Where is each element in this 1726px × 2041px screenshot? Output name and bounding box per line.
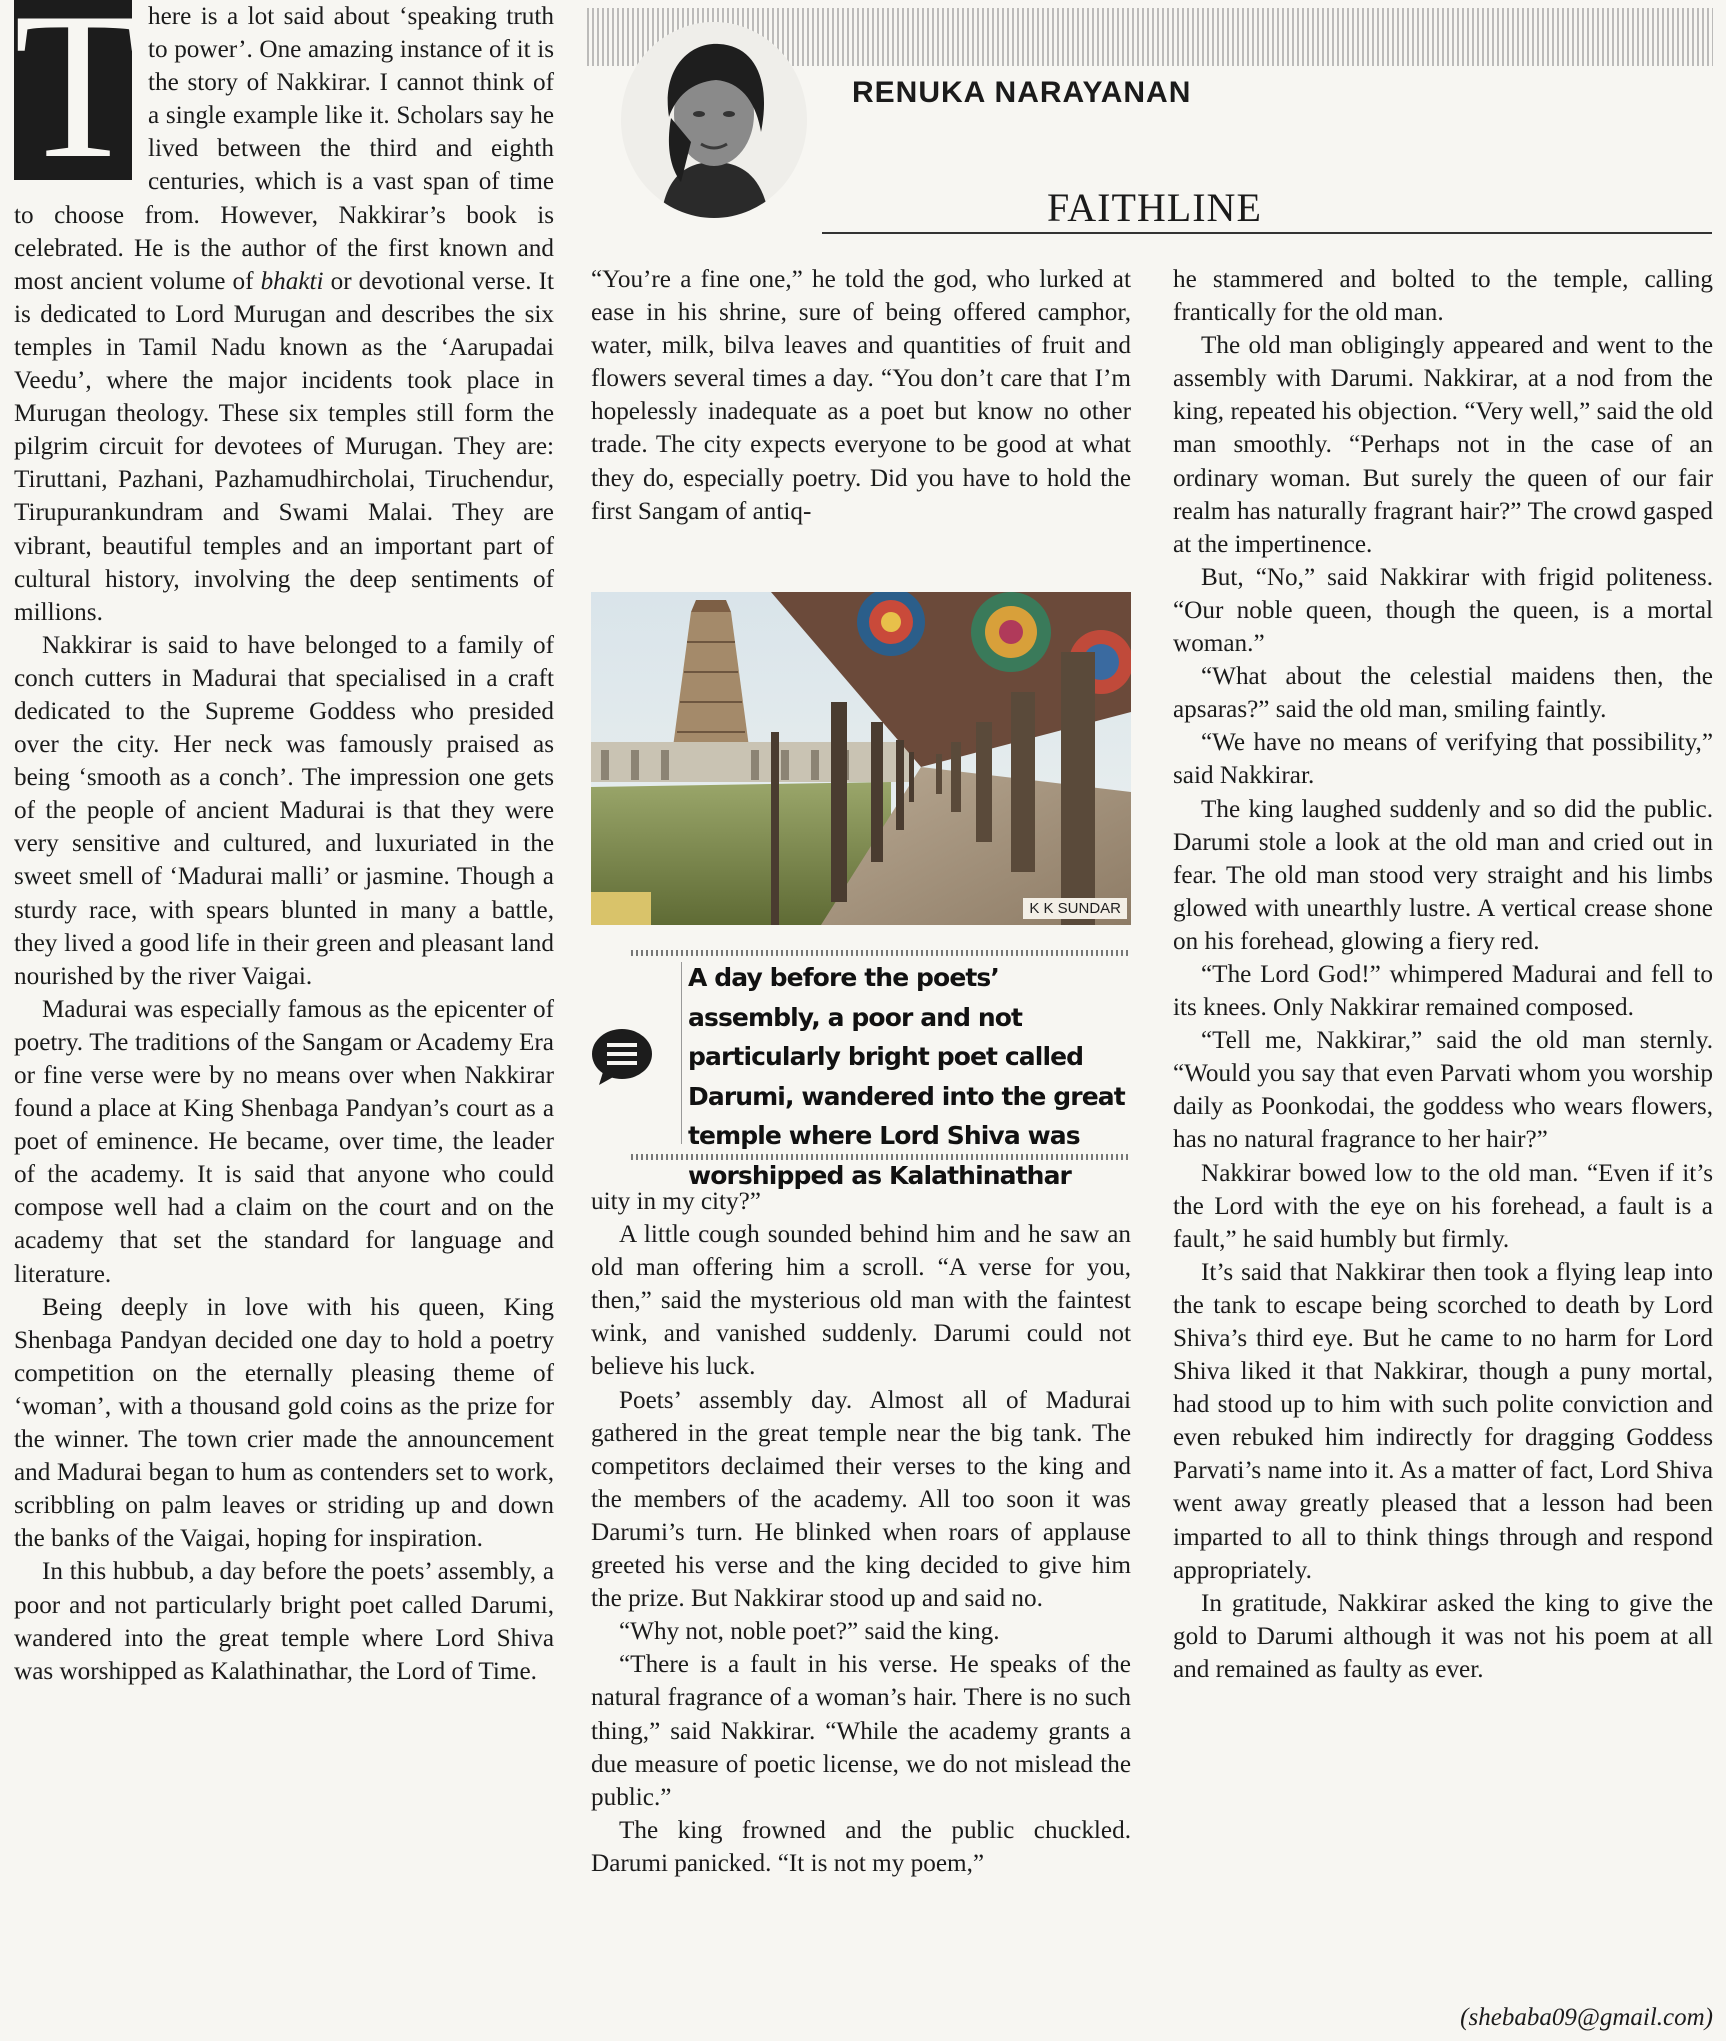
- paragraph-intro: here is a lot said about ‘speaking truth to power’. One amazing instance of it is the story of Nakkirar. I cannot think of a single example like it. Scholars say he lived between the third and eighth centuries, which is a vast span of time to choose from. However, Nakkirar’s book is celebrated. He is the author of the first known and most ancient volume of bhakti or devotional verse. It is dedicated to Lord Murugan and describes the six temples in Tamil Nadu known as the ‘Aarupadai Veedu’, where the major incidents took place in Murugan theology. These six temples still form the pilgrim circuit for devotees of Murugan. They are: Tiruttani, Pazhani, Pazhamudhircholai, Tiruchendur, Tirupurankundram and Swami Malai. They are vibrant, beautiful temples and an important part of cultural history, involving the deep sentiments of millions.: [14, 3, 554, 626]
- author-name: RENUKA NARAYANAN: [852, 76, 1192, 109]
- paragraph: Poets’ assembly day. Almost all of Madurai gathered in the great temple near the big tank. The competitors declaimed their verses to the king and the members of the academy. All too soon it was Darumi’s turn. He blinked when roars of applause greeted his verse and the king decided to give him the prize. But Nakkirar stood up and said no.: [591, 1386, 1131, 1613]
- paragraph: “You’re a fine one,” he told the god, who lurked at ease in his shrine, sure of being offered camphor, water, milk, bilva leaves and quantities of fruit and flowers several times a day. “You don’t care that I’m hopelessly inadequate as a poet but know no other trade. The city expects everyone to be good at what they do, especially poetry. Did you have to hold the first Sangam of antiq-: [591, 266, 1131, 525]
- article-column-1: [14, 0, 554, 1688]
- paragraph: “There is a fault in his verse. He speaks of the natural fragrance of a woman’s hair. There is no such thing,” said Nakkirar. “While the academy grants a due measure of poetic license, we do not mislead the public.”: [591, 1651, 1131, 1811]
- author-portrait: [621, 22, 807, 218]
- author-email: (shebaba09@gmail.com): [1460, 2004, 1713, 2031]
- paragraph: Nakkirar is said to have belonged to a family of conch cutters in Madurai that specialised in a craft dedicated to the Supreme Goddess who presided over the city. Her neck was famously praised as being ‘smooth as a conch’. The impression one gets of the people of ancient Madurai is that they were very sensitive and cultured, and luxuriated in the sweet smell of ‘Madurai malli’ or jasmine. Though a sturdy race, with spears blunted in many a battle, they lived a good life in their green and pleasant land nourished by the river Vaigai.: [14, 631, 554, 990]
- paragraph: The king frowned and the public chuckled. Darumi panicked. “It is not my poem,”: [591, 1816, 1131, 1877]
- paragraph: In this hubbub, a day before the poets’ assembly, a poor and not particularly bright poet called Darumi, wandered into the great temple where Lord Shiva was worshipped as Kalathinathar, the Lord of Time.: [14, 1558, 554, 1685]
- paragraph: “The Lord God!” whimpered Madurai and fell to its knees. Only Nakkirar remained composed.: [1173, 960, 1713, 1022]
- paragraph: Nakkirar bowed low to the old man. “Even if it’s the Lord with the eye on his forehead, a fault is a fault,” he said humbly but firmly.: [1173, 1159, 1713, 1253]
- paragraph: The old man obligingly appeared and went to the assembly with Darumi. Nakkirar, at a nod from the king, repeated his objection. “Very well,” said the old man smoothly. “Perhaps not in the case of an ordinary woman. But surely the queen of our fair realm has naturally fragrant hair?” The crowd gasped at the impertinence.: [1173, 332, 1713, 558]
- paragraph: “We have no means of verifying that possibility,” said Nakkirar.: [1173, 729, 1713, 790]
- temple-corridor-image: [591, 592, 1131, 925]
- paragraph-continued: he stammered and bolted to the temple, calling frantically for the old man.: [1173, 266, 1713, 327]
- pull-quote: [591, 950, 1131, 1190]
- article-column-2-top: [591, 263, 1131, 528]
- paragraph: The king laughed suddenly and so did the public. Darumi stole a look at the old man and cried out in fear. The old man stood very straight and his limbs glowed with unearthly lustre. A vertical crease shone on his forehead, glowing a fiery red.: [1173, 795, 1713, 955]
- speech-bubble-icon: [591, 1028, 653, 1086]
- paragraph: A little cough sounded behind him and he saw an old man offering him a scroll. “A verse for you, then,” said the mysterious old man with the faintest wink, and vanished suddenly. Darumi could not believe his luck.: [591, 1221, 1131, 1381]
- temple-photo: [591, 592, 1131, 925]
- pull-quote-divider: [681, 962, 682, 1144]
- paragraph: Madurai was especially famous as the epicenter of poetry. The traditions of the Sangam or Academy Era or fine verse were by no means over when Nakkirar found a place at King Shenbaga Pandyan’s court as a poet of eminence. He became, over time, the leader of the academy. It is said that anyone who could compose well had a claim on the court and on the academy that set the standard for language and literature.: [14, 995, 554, 1288]
- paragraph: It’s said that Nakkirar then took a flying leap into the tank to escape being scorched to death by Lord Shiva’s third eye. But he came to no harm for Lord Shiva liked it that Nakkirar, though a puny mortal, had stood up to him with such polite conviction and even rebuked him indirectly for dragging Goddess Parvati’s name into it. As a matter of fact, Lord Shiva went away greatly pleased that a lesson had been imparted to all to think things through and respond appropriately.: [1173, 1258, 1713, 1584]
- column-header: [587, 0, 1717, 245]
- paragraph: But, “No,” said Nakkirar with frigid politeness. “Our noble queen, though the queen, is a mortal woman.”: [1173, 563, 1713, 658]
- drop-cap: T: [14, 0, 143, 202]
- pull-quote-bottom-border: [631, 1154, 1131, 1160]
- pull-quote-text: A day before the poets’ assembly, a poor and not particularly bright poet called Darumi, wandered into the great temple where Lord Shiva was worshipped as Kalathinathar: [688, 963, 1125, 1190]
- header-rule: [822, 232, 1712, 234]
- paragraph: In gratitude, Nakkirar asked the king to give the gold to Darumi although it was not his poem at all and remained as faulty as ever.: [1173, 1589, 1713, 1683]
- photo-credit: K K SUNDAR: [1023, 898, 1127, 919]
- paragraph: “Tell me, Nakkirar,” said the old man sternly. “Would you say that even Parvati whom you worship daily as Poonkodai, the goddess who wears flowers, has no natural fragrance to her hair?”: [1173, 1027, 1713, 1154]
- paragraph: Being deeply in love with his queen, King Shenbaga Pandyan decided one day to hold a poetry competition on the eternally pleasing theme of ‘woman’, with a thousand gold coins as the prize for the winner. The town crier made the announcement and Madurai began to hum as contenders set to work, scribbling on palm leaves or striding up and down the banks of the Vaigai, hoping for inspiration.: [14, 1293, 554, 1553]
- article-column-3: [1173, 263, 1713, 1686]
- paragraph-continued: uity in my city?”: [591, 1188, 761, 1215]
- paragraph: “What about the celestial maidens then, the apsaras?” said the old man, smiling faintly.: [1173, 663, 1713, 724]
- pull-quote-top-border: [631, 950, 1131, 956]
- paragraph: “Why not, noble poet?” said the king.: [619, 1618, 1000, 1646]
- column-title: FAITHLINE: [1047, 185, 1262, 230]
- article-column-2-bottom: [591, 1185, 1131, 1880]
